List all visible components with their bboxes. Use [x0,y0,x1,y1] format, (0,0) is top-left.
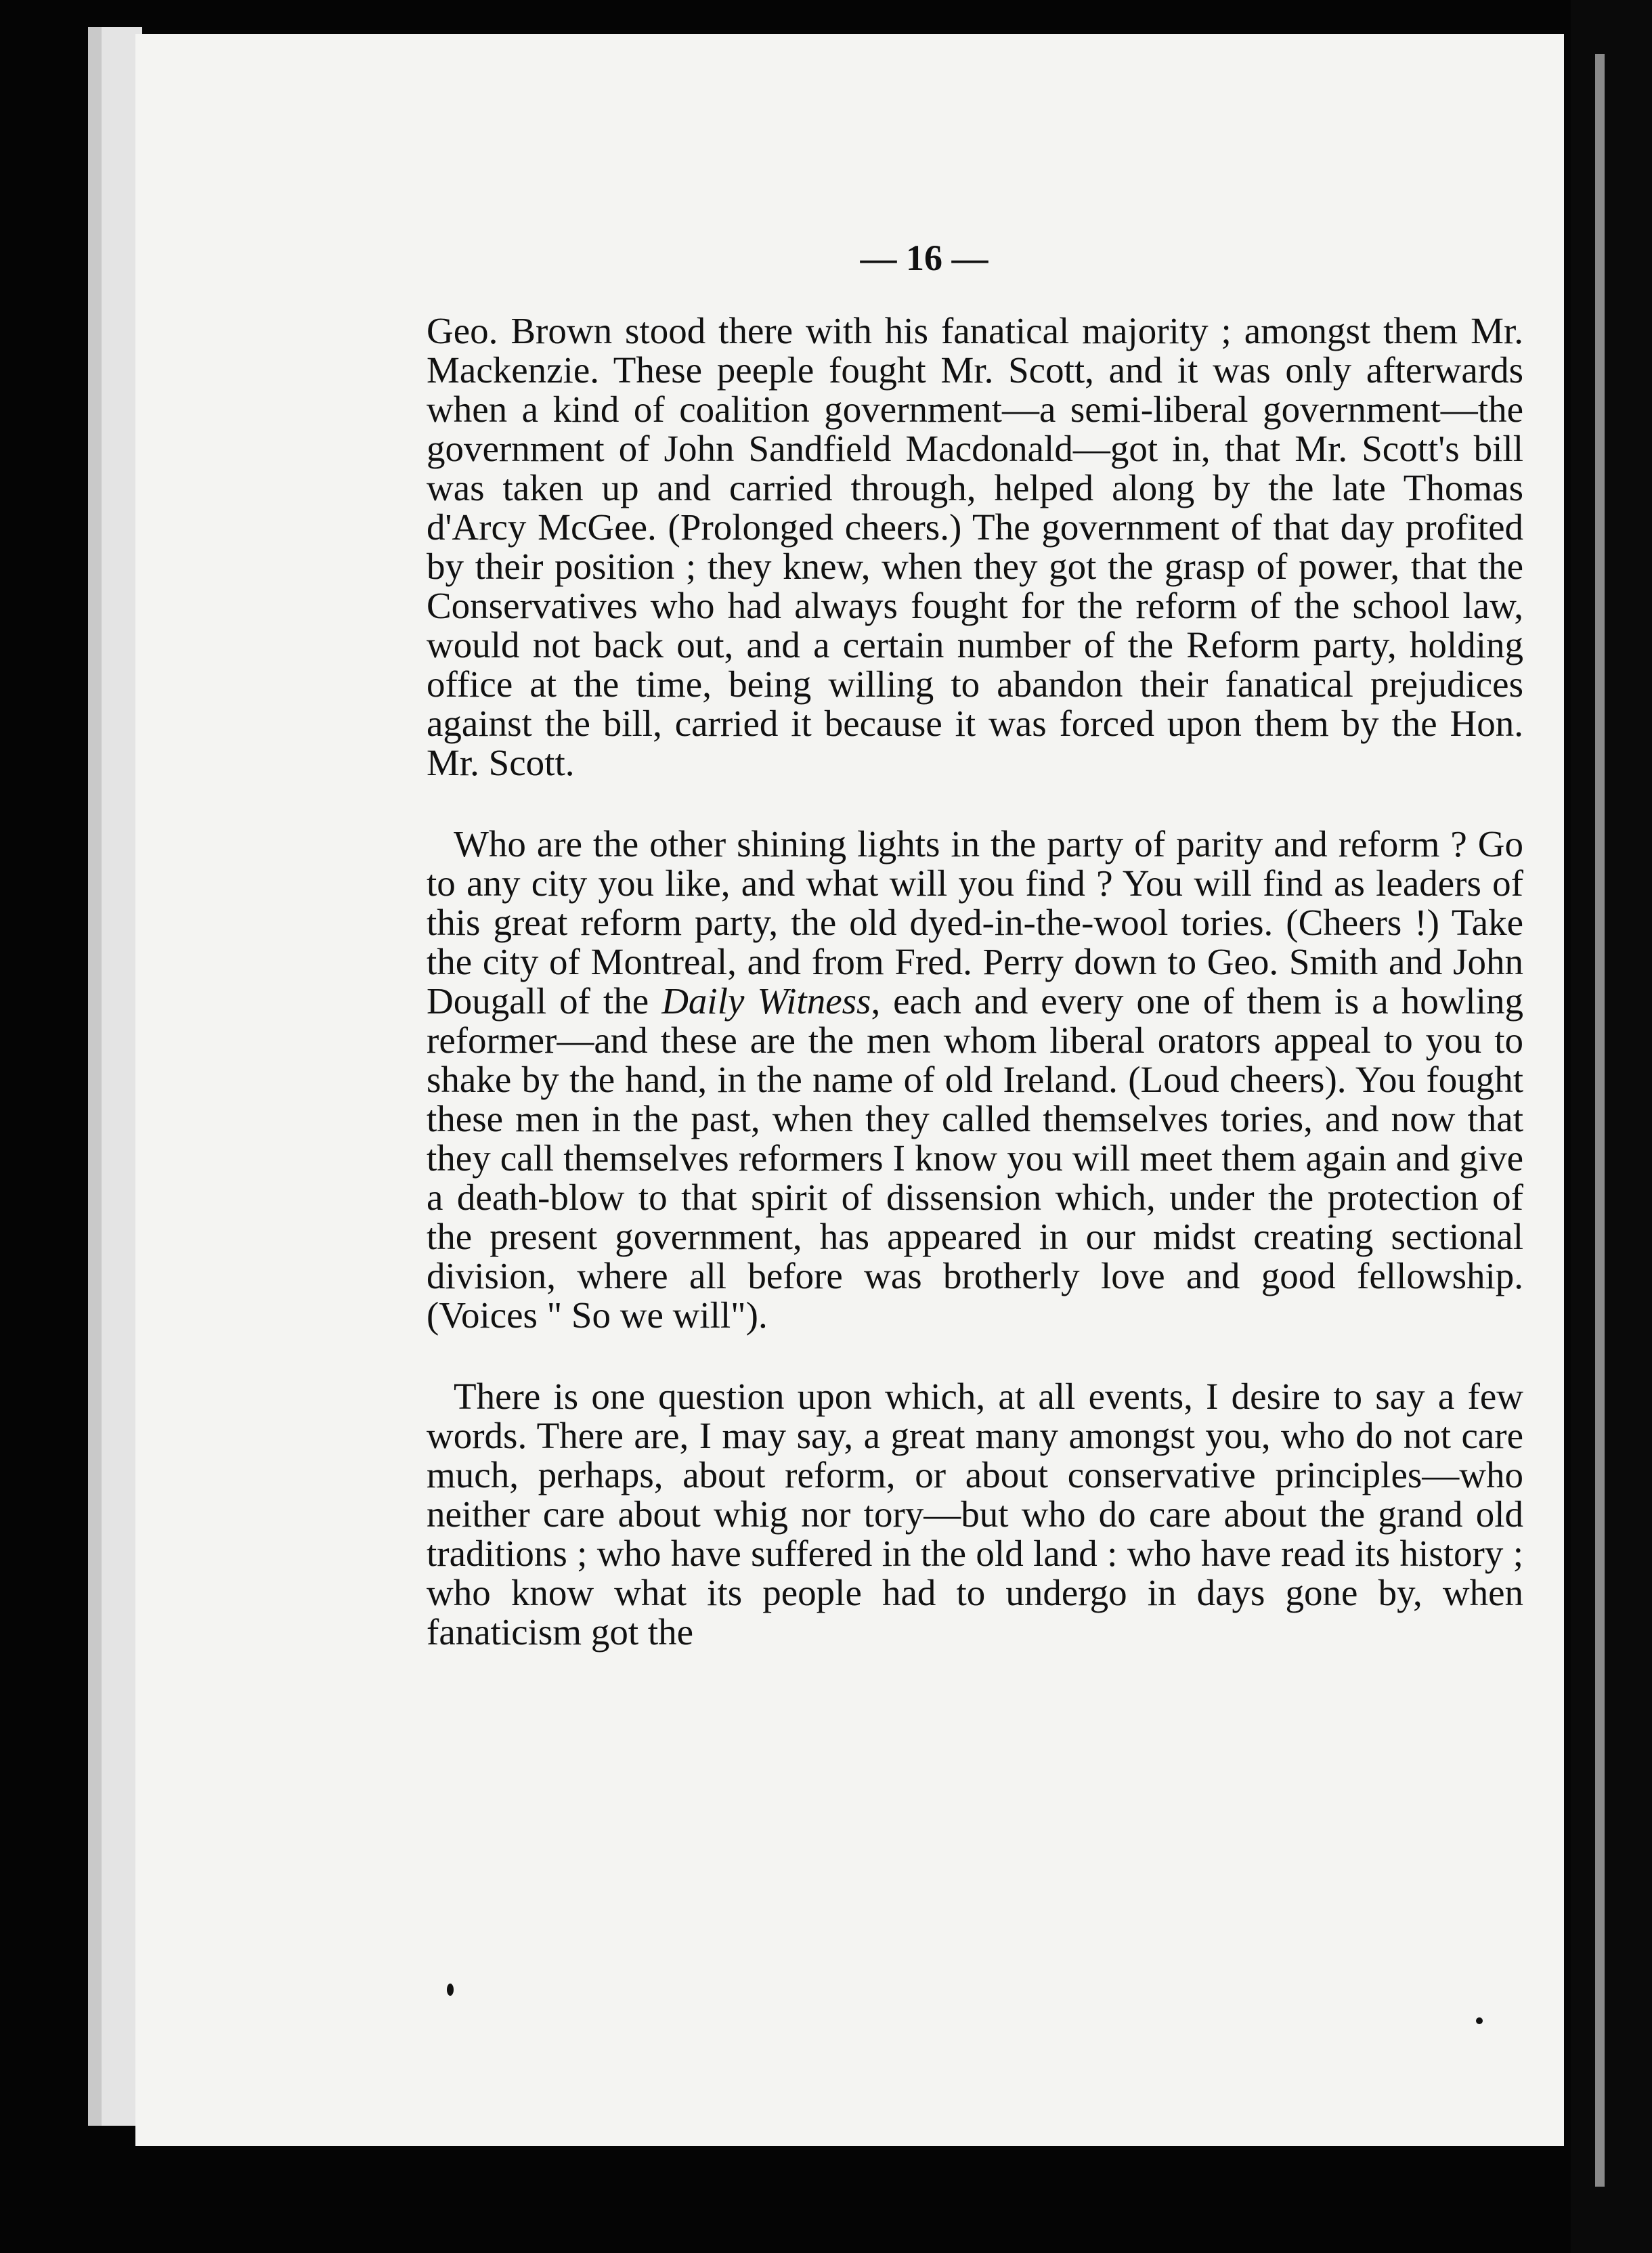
paragraph-2 [427,825,1523,1335]
page-number: — 16 — [860,238,988,278]
newspaper-title: Daily Witness [661,980,871,1022]
paragraph-2-text-a: Who are the other shining lights in the party of parity and reform ? Go to any city you like, and what will you find ? You will find as leaders of this great reform party, the old dyed-in-the-wool tories. (Cheers !) Take the city of Montreal, and from Fred. Perry down to Geo. Smith and John Dougall of the [427,823,1523,1022]
paragraph-1: Geo. Brown stood there with his fanatical majority ; amongst them Mr. Mackenzie. These peeple fought Mr. Scott, and it was only afterwards when a kind of coalition government—a semi-liberal government—the government of John Sandfield Macdonald—got in, that Mr. Scott's bill was taken up and carried through, helped along by the late Thomas d'Arcy McGee. (Prolonged cheers.) The government of that day profited by their position ; they knew, when they got the grasp of power, that the Conservatives who had always fought for the reform of the school law, would not back out, and a certain number of the Reform party, holding office at the time, being willing to abandon their fanatical prejudices against the bill, carried it because it was forced upon them by the Hon. Mr. Scott. [427,310,1523,783]
dust-speck [1476,2017,1483,2024]
dust-speck [447,1984,454,1996]
binding-shadow [1571,0,1652,2253]
paragraph-3: There is one question upon which, at all events, I desire to say a few words. There are, I may say, a great many amongst you, who do not care much, perhaps, about reform, or about conservative principles—who neither care about whig nor tory—but who do care about the grand old traditions ; who have suffered in the old land : who have read its history ; who know what its people had to undergo in days gone by, when fanaticism got the [427,1376,1523,1653]
binding-edge [1595,54,1605,2187]
paragraph-2-text-b: , each and every one of them is a howling reformer—and these are the men whom liberal orators appeal to you to shake by the hand, in the name of old Ireland. (Loud cheers). You fought these men in the past, when they called themselves tories, and now that they call themselves reformers I know you will meet them again and give a death-blow to that spirit of dissension which, under the protection of the present government, has appeared in our midst creating sectional division, where all before was brotherly love and good fellowship. (Voices " So we will"). [427,980,1523,1336]
body-text [427,311,1523,1694]
book-page [135,34,1564,2146]
